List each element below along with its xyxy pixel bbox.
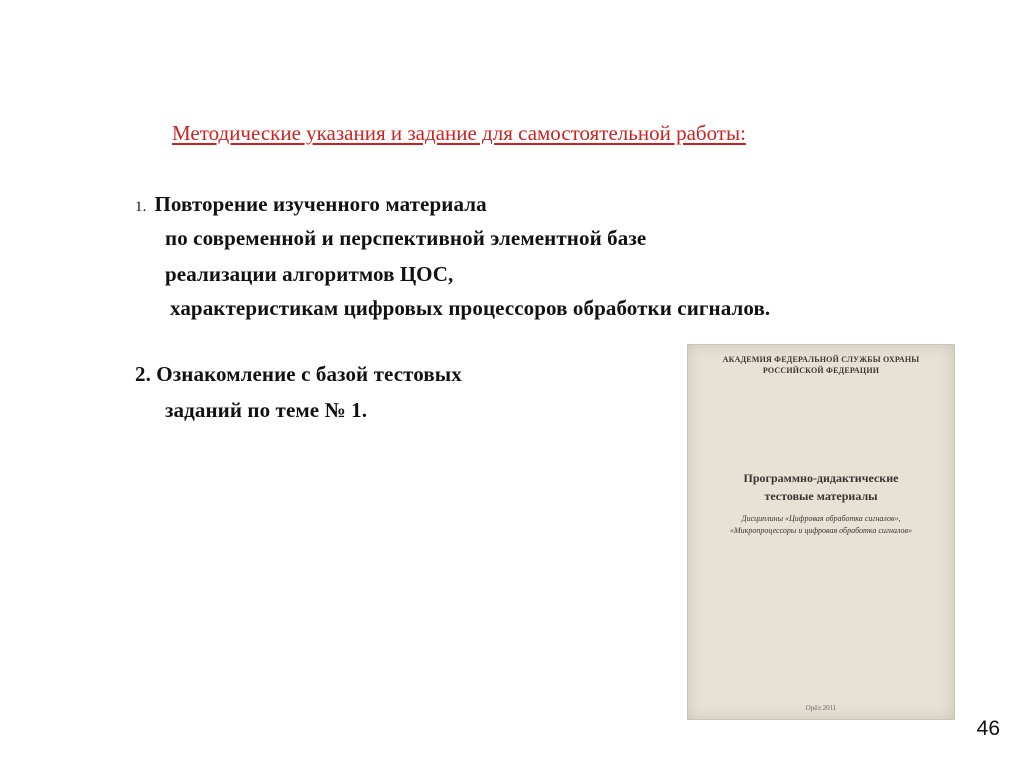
task-2-line-2: заданий по теме № 1. (165, 398, 368, 422)
slide-heading: Методические указания и задание для самостоятельной работы: (172, 121, 746, 145)
task-1-title: Повторение изученного материала (154, 192, 487, 216)
task-1-line-1 (135, 192, 487, 217)
book-header-line-1: АКАДЕМИЯ ФЕДЕРАЛЬНОЙ СЛУЖБЫ ОХРАНЫ (722, 355, 920, 364)
book-cover-subtitle (688, 513, 954, 537)
task-1-number: 1. (135, 199, 147, 215)
book-header-line-2: РОССИЙСКОЙ ФЕДЕРАЦИИ (762, 366, 880, 375)
task-1-line-3: реализации алгоритмов ЦОС, (165, 262, 454, 286)
book-cover-title (688, 469, 954, 505)
book-cover-header (688, 354, 954, 376)
book-cover-image (687, 344, 955, 720)
book-title-line-1: Программно-дидактические (743, 471, 899, 485)
book-subtitle-line-1: Дисциплины «Цифровая обработка сигналов», (741, 514, 901, 523)
task-1-line-4: характеристикам цифровых процессоров обработки сигналов. (170, 296, 771, 320)
page-number: 46 (976, 717, 1000, 740)
book-title-line-2: тестовые материалы (764, 489, 878, 503)
task-1-line-2: по современной и перспективной элементной базе (165, 226, 647, 250)
task-2-line-1: 2. Ознакомление с базой тестовых (135, 362, 462, 386)
book-cover-footer: Орёл 2011 (805, 704, 837, 712)
book-subtitle-line-2: «Микропроцессоры и цифровая обработка сигналов» (729, 526, 913, 535)
